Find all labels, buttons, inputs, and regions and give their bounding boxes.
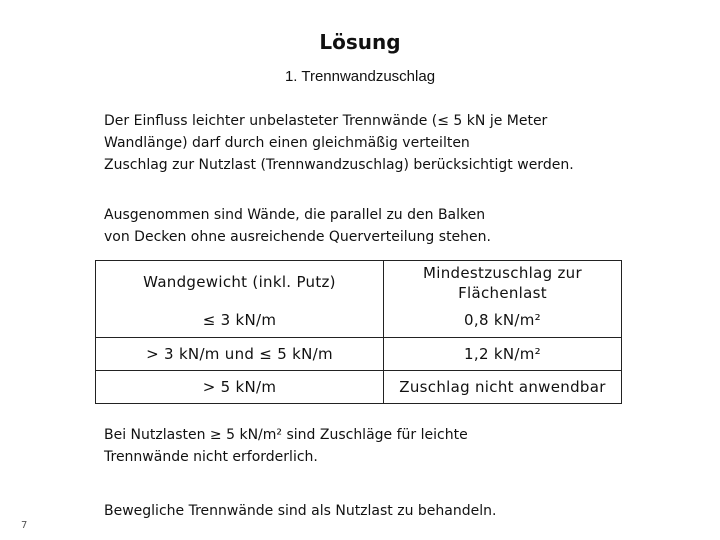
table-cell: > 3 kN/m und ≤ 5 kN/m xyxy=(96,338,384,371)
exception-line: von Decken ohne ausreichende Querverteilung stehen. xyxy=(104,229,491,245)
table-cell: 0,8 kN/m² xyxy=(464,311,541,329)
closing-line: Bewegliche Trennwände sind als Nutzlast zu behandeln. xyxy=(104,503,497,519)
exception-line: Ausgenommen sind Wände, die parallel zu den Balken xyxy=(104,207,486,223)
header-label: Wandgewicht (inkl. Putz) xyxy=(143,273,336,291)
table-row xyxy=(96,371,622,404)
exception-paragraph xyxy=(104,204,624,248)
slide-subtitle: 1. Trennwandzuschlag xyxy=(284,68,436,85)
page-number: 7 xyxy=(21,520,28,531)
closing-paragraph xyxy=(104,500,624,522)
intro-paragraph xyxy=(104,110,624,176)
table-cell: 1,2 kN/m² xyxy=(384,338,622,371)
surcharge-table xyxy=(95,260,622,404)
table-header-row xyxy=(96,261,622,338)
note-paragraph xyxy=(104,424,624,468)
intro-line: Der Einfluss leichter unbelasteter Trennwände (≤ 5 kN je Meter xyxy=(104,113,548,129)
table-cell: Zuschlag nicht anwendbar xyxy=(384,371,622,404)
table-cell: > 5 kN/m xyxy=(96,371,384,404)
slide-title: Lösung xyxy=(319,30,401,54)
intro-line: Zuschlag zur Nutzlast (Trennwandzuschlag) berücksichtigt werden. xyxy=(104,157,574,173)
table-row xyxy=(96,338,622,371)
note-line: Bei Nutzlasten ≥ 5 kN/m² sind Zuschläge für leichte xyxy=(104,427,468,443)
intro-line: Wandlänge) darf durch einen gleichmäßig verteilten xyxy=(104,135,470,151)
header-cell-min-surcharge xyxy=(384,261,622,338)
header-cell-wall-weight xyxy=(96,261,384,338)
note-line: Trennwände nicht erforderlich. xyxy=(104,449,318,465)
table-cell: ≤ 3 kN/m xyxy=(202,311,277,329)
header-label: Mindestzuschlag zur Flächenlast xyxy=(423,264,582,302)
